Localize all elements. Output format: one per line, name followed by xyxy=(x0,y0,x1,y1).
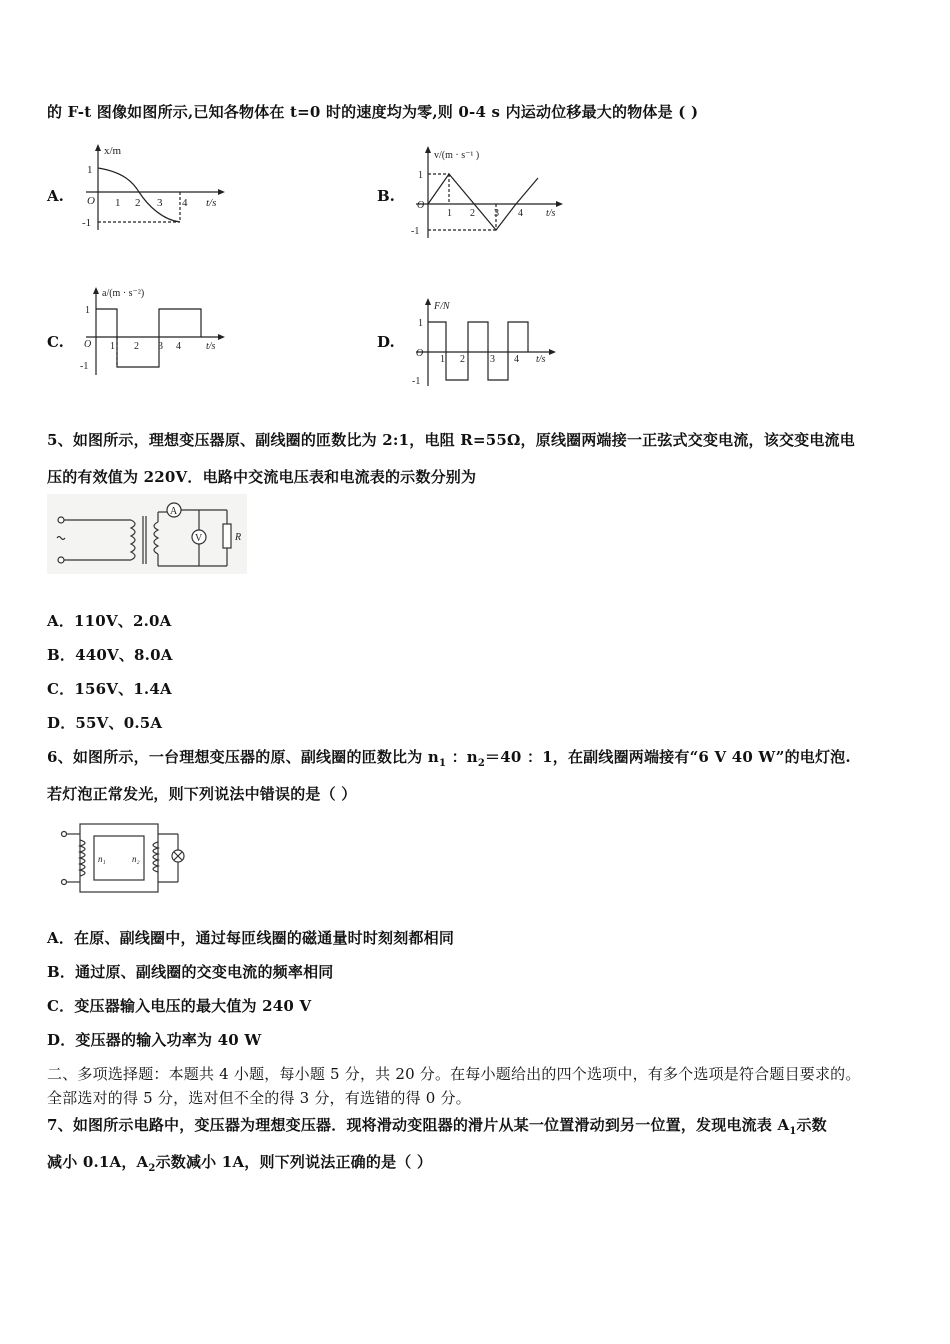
graph-a-tick-x1: 1 xyxy=(115,197,121,209)
graph-b-tick-x4: 4 xyxy=(518,208,523,219)
q4-option-d-label[interactable]: D. xyxy=(377,333,395,351)
graph-a-tick-x3: 3 xyxy=(157,197,163,209)
resistor-symbol xyxy=(223,524,231,548)
graph-c-tick-x3: 3 xyxy=(158,341,163,352)
graph-b-tick-y1: 1 xyxy=(418,170,423,181)
graph-d-tick-x2: 2 xyxy=(460,354,465,365)
q5-choice-b[interactable]: B．440V、8.0A xyxy=(47,646,173,664)
graph-b-ylabel: v/(m · s⁻¹ ) xyxy=(434,150,480,161)
graph-d-tick-x4: 4 xyxy=(514,354,519,365)
graph-d-origin: O xyxy=(416,348,424,359)
q4-option-a-label[interactable]: A. xyxy=(47,187,64,205)
graph-a-tick-y1: 1 xyxy=(87,164,93,176)
secondary-winding xyxy=(153,842,158,872)
section2-heading-line1: 二、多项选择题：本题共 4 小题，每小题 5 分，共 20 分。在每小题给出的四个选项中，有多个选项是符合题目要求的。 xyxy=(47,1065,861,1083)
graph-c-tick-ym1: -1 xyxy=(80,361,89,372)
graph-c-tick-x2: 2 xyxy=(134,341,139,352)
q5-circuit-diagram xyxy=(47,494,247,574)
q6-choice-d[interactable]: D．变压器的输入功率为 40 W xyxy=(47,1031,262,1049)
q6-choice-a[interactable]: A．在原、副线圈中，通过每匝线圈的磁通量时时刻刻都相同 xyxy=(47,929,455,947)
graph-c-tick-y1: 1 xyxy=(85,305,90,316)
coil-label-n2: n₂ xyxy=(132,854,140,864)
graph-d-tick-y1: 1 xyxy=(418,318,423,329)
graph-c-origin: O xyxy=(84,339,92,350)
resistor-label: R xyxy=(235,532,242,543)
q7-stem-line1: 7、如图所示电路中，变压器为理想变压器．现将滑动变阻器的滑片从某一位置滑动到另一位置，发现电流表 $A_1$示数 xyxy=(47,1116,827,1137)
q4-option-c-label[interactable]: C. xyxy=(47,333,64,351)
graph-a-curve xyxy=(98,168,180,222)
q5-stem-line1: 5、如图所示，理想变压器原、副线圈的匝数比为 2:1，电阻 R=55Ω，原线圈两端接一正弦式交变电流，该交变电流电 xyxy=(47,431,855,449)
graph-c-ylabel: a/(m · s⁻²) xyxy=(102,288,145,299)
graph-d-tick-ym1: -1 xyxy=(412,376,421,387)
q4-graph-c xyxy=(78,285,228,377)
graph-c-tick-x4: 4 xyxy=(176,341,181,352)
graph-b-tick-x1: 1 xyxy=(447,208,452,219)
section2-heading-line2: 全部选对的得 5 分，选对但不全的得 3 分，有选错的得 0 分。 xyxy=(47,1089,471,1107)
transformer-core-outer xyxy=(80,824,158,892)
graph-b-tick-x2: 2 xyxy=(470,208,475,219)
q4-stem: 的 F-t 图像如图所示,已知各物体在 t=0 时的速度均为零,则 0-4 s 内运动位移最大的物体是 ( ) xyxy=(47,103,699,121)
q6-choice-c[interactable]: C．变压器输入电压的最大值为 240 V xyxy=(47,997,312,1015)
q4-graph-b xyxy=(406,144,566,240)
q4-option-b-label[interactable]: B. xyxy=(377,187,395,205)
graph-b-tick-x3: 3 xyxy=(494,208,499,219)
q4-graph-a xyxy=(78,142,228,234)
graph-a-tick-x4: 4 xyxy=(182,197,188,209)
graph-c-tick-x1: 1 xyxy=(110,341,115,352)
q5-stem-line2: 压的有效值为 220V．电路中交流电压表和电流表的示数分别为 xyxy=(47,468,477,486)
graph-d-xlabel: t/s xyxy=(536,354,546,365)
graph-b-tick-ym1: -1 xyxy=(411,226,420,237)
voltmeter-label: V xyxy=(195,533,203,544)
graph-d-steps xyxy=(428,322,528,380)
q5-choice-c[interactable]: C．156V、1.4A xyxy=(47,680,172,698)
q6-stem-line2: 若灯泡正常发光，则下列说法中错误的是（ ） xyxy=(47,785,357,803)
q6-stem-line1: 6、如图所示，一台理想变压器的原、副线圈的匝数比为 $n_1$ ：$n_2=40$ ：1，在副线圈两端接有“6 V 40 W”的电灯泡. xyxy=(47,748,851,769)
graph-a-tick-x2: 2 xyxy=(135,197,141,209)
graph-a-xlabel: t/s xyxy=(206,197,217,209)
ammeter-label: A xyxy=(170,506,178,517)
q5-choice-d[interactable]: D．55V、0.5A xyxy=(47,714,163,732)
graph-d-tick-x1: 1 xyxy=(440,354,445,365)
graph-c-steps xyxy=(96,309,201,367)
coil-label-n1: n₁ xyxy=(98,854,106,864)
graph-a-tick-ym1: -1 xyxy=(82,217,92,229)
q6-choice-b[interactable]: B．通过原、副线圈的交变电流的频率相同 xyxy=(47,963,334,981)
q4-graph-d xyxy=(404,294,560,390)
graph-b-origin: O xyxy=(417,200,425,211)
graph-d-tick-x3: 3 xyxy=(490,354,495,365)
q7-stem-line2: 减小 0.1A，$A_2$示数减小 1A，则下列说法正确的是（ ） xyxy=(47,1153,433,1174)
q5-choice-a[interactable]: A．110V、2.0A xyxy=(47,612,172,630)
graph-b-xlabel: t/s xyxy=(546,208,556,219)
graph-c-xlabel: t/s xyxy=(206,341,216,352)
graph-d-ylabel: F/N xyxy=(434,301,450,312)
graph-b-line xyxy=(428,174,538,230)
graph-a-ylabel: x/m xyxy=(104,145,122,157)
q6-transformer-diagram xyxy=(58,820,190,896)
graph-a-origin: O xyxy=(87,195,95,207)
primary-winding xyxy=(80,840,85,876)
